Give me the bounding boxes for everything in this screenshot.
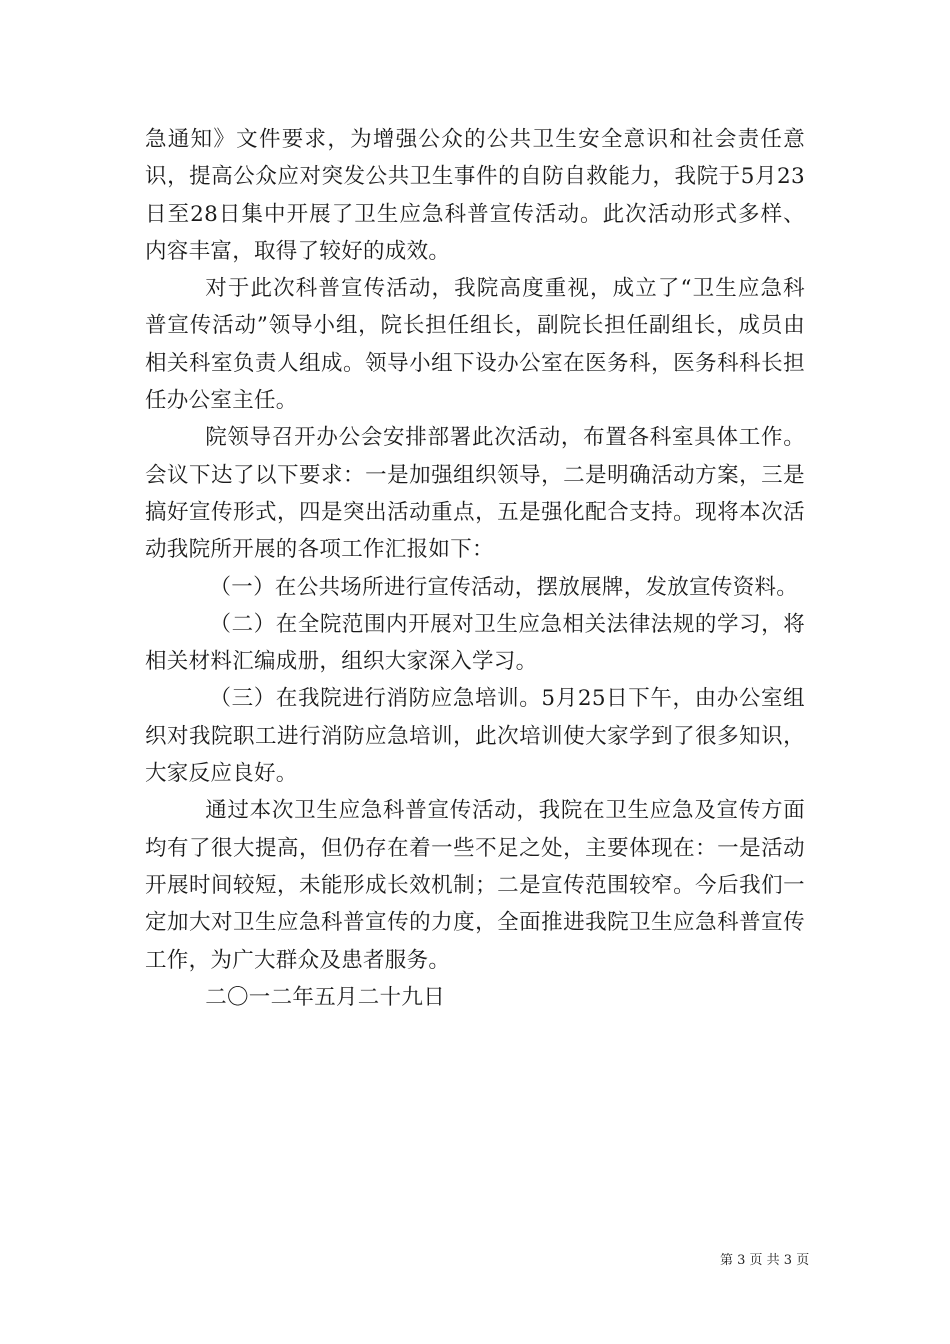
paragraph-meeting: 院领导召开办公会安排部署此次活动，布置各科室具体工作。会议下达了以下要求：一是加强组织领导，二是明确活动方案，三是搞好宣传形式，四是突出活动重点，五是强化配合支持。现将本次活动我院所开展的各项工作汇报如下： xyxy=(145,425,805,563)
paragraph-continuation: 急通知》文件要求，为增强公众的公共卫生安全意识和社会责任意识，提高公众应对突发公共卫生事件的自防自救能力，我院于5月23日至28日集中开展了卫生应急科普宣传活动。此次活动形式多样、内容丰富，取得了较好的成效。 xyxy=(145,127,805,264)
list-item-2: （二）在全院范围内开展对卫生应急相关法律法规的学习，将相关材料汇编成册，组织大家深入学习。 xyxy=(145,611,805,675)
paragraph-leadership: 对于此次科普宣传活动，我院高度重视，成立了“卫生应急科普宣传活动”领导小组，院长担任组长，副院长担任副组长，成员由相关科室负责人组成。领导小组下设办公室在医务科，医务科科长担任办公室主任。 xyxy=(145,276,805,414)
page-number-footer: 第 3 页 共 3 页 xyxy=(720,1253,810,1268)
list-item-3: （三）在我院进行消防应急培训。5月25日下午，由办公室组织对我院职工进行消防应急培训，此次培训使大家学到了很多知识，大家反应良好。 xyxy=(145,686,805,787)
document-date: 二〇一二年五月二十九日 xyxy=(205,984,445,1010)
paragraph-summary: 通过本次卫生应急科普宣传活动，我院在卫生应急及宣传方面均有了很大提高，但仍存在着一些不足之处，主要体现在：一是活动开展时间较短，未能形成长效机制；二是宣传范围较窄。今后我们一定加大对卫生应急科普宣传的力度，全面推进我院卫生应急科普宣传工作，为广大群众及患者服务。 xyxy=(145,798,805,973)
list-item-1: （一）在公共场所进行宣传活动，摆放展牌，发放宣传资料。 xyxy=(209,574,799,600)
document-body xyxy=(145,121,805,1016)
